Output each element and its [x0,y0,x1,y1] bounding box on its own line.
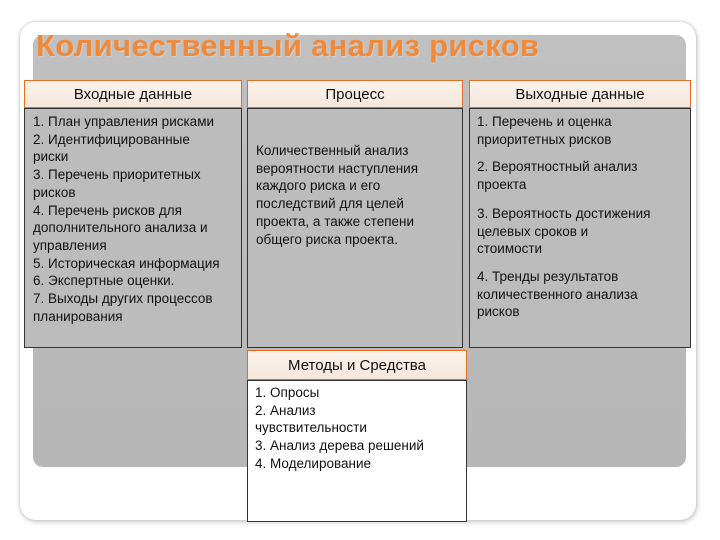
inputs-line: 6. Экспертные оценки. [33,273,175,289]
process-line: последствий для целей [256,196,404,212]
methods-line: чувствительности [255,420,367,436]
outputs-line: 1. Перечень и оценка [477,114,612,129]
process-line: общего риска проекта. [256,231,399,247]
slide-title: Количественный анализ рисков [36,28,540,63]
outputs-header: Выходные данные [469,80,691,108]
methods-box [247,380,467,522]
outputs-line: целевых сроков и [477,223,589,239]
process-line: проекта, а также степени [256,213,415,229]
inputs-line: управления [33,237,107,253]
outputs-line: приоритетных рисков [477,131,612,147]
inputs-line: рисков [33,184,76,200]
inputs-header: Входные данные [24,80,242,108]
outputs-item [477,205,690,258]
inputs-line: 1. План управления рисками [33,114,215,129]
outputs-box [469,108,691,348]
methods-line: 3. Анализ дерева решений [255,438,424,454]
outputs-line: 3. Вероятность достижения [477,205,651,221]
inputs-line: 5. Историческая информация [33,255,220,271]
methods-line: 1. Опросы [255,385,320,400]
outputs-item [477,268,690,321]
inputs-line: 4. Перечень рисков для [33,202,182,218]
outputs-line: 2. Вероятностный анализ [477,159,638,175]
outputs-line: стоимости [477,241,543,257]
process-line: Количественный анализ [256,143,409,158]
inputs-line: дополнительного анализа и [33,220,208,236]
inputs-line: планирования [33,308,123,324]
outputs-line: 4. Тренды результатов [477,268,619,284]
inputs-box [24,108,242,348]
outputs-item [477,113,690,148]
outputs-line: количественного анализа [477,286,638,302]
inputs-line: риски [33,149,69,165]
inputs-line: 2. Идентифицированные [33,131,190,147]
outputs-line: проекта [477,177,527,193]
outputs-line: рисков [477,304,520,320]
process-header: Процесс [247,80,463,108]
inputs-line: 3. Перечень приоритетных [33,167,201,183]
inputs-line: 7. Выходы других процессов [33,291,213,307]
methods-line: 2. Анализ [255,402,316,418]
outputs-item [477,158,690,193]
process-line: каждого риска и его [256,178,381,194]
process-line: вероятности наступления [256,160,419,176]
methods-header: Методы и Средства [247,350,467,380]
methods-line: 4. Моделирование [255,455,372,471]
process-box [247,108,463,348]
